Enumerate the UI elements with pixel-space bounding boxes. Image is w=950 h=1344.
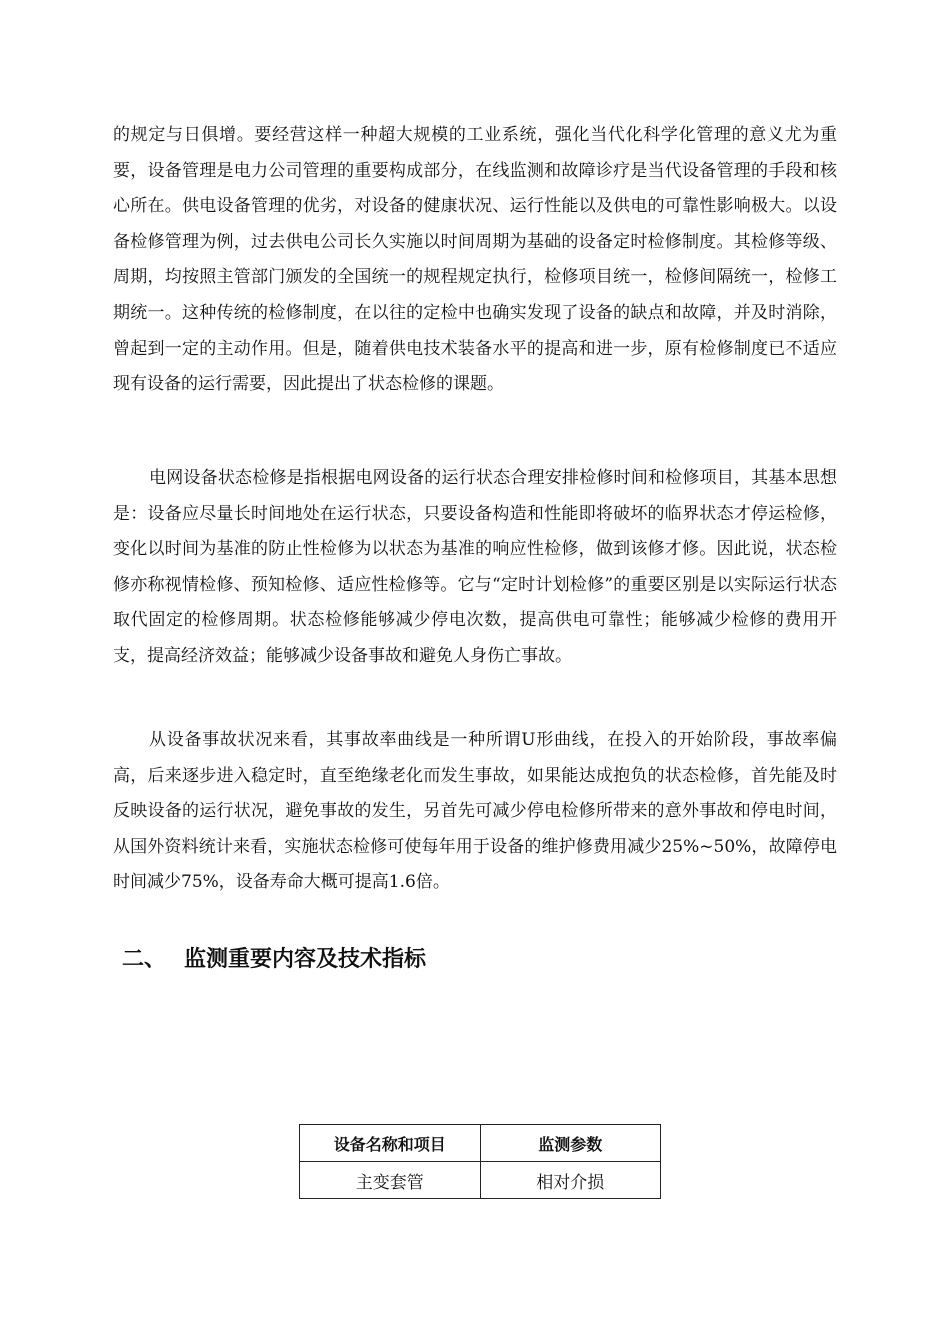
- table-cell-equipment: 主变套管: [300, 1162, 481, 1199]
- table-row: [300, 1162, 661, 1199]
- section-number: 二、: [122, 947, 167, 972]
- table-header-equipment: 设备名称和项目: [300, 1125, 481, 1162]
- section-heading: [122, 940, 426, 980]
- table-header-parameter: 监测参数: [480, 1125, 661, 1162]
- paragraph-3: 从设备事故状况来看，其事故率曲线是一种所谓U形曲线，在投入的开始阶段，事故率偏高，后来逐步进入稳定时，直至绝缘老化而发生事故，如果能达成抱负的状态检修，首先能及时反映设备的运行状况，避免事故的发生，另首先可减少停电检修所带来的意外事故和停电时间，从国外资料统计来看，实施状态检修可使每年用于设备的维护修费用减少25%~50%，故障停电时间减少75%，设备寿命大概可提高1.6倍。: [113, 730, 837, 893]
- monitoring-parameters-table: [299, 1124, 661, 1199]
- section-title: 监测重要内容及技术指标: [184, 947, 427, 972]
- table-cell-parameter: 相对介损: [480, 1162, 661, 1199]
- paragraph-1: 的规定与日俱增。要经营这样一种超大规模的工业系统，强化当代化科学化管理的意义尤为重要，设备管理是电力公司管理的重要构成部分，在线监测和故障诊疗是当代设备管理的手段和核心所在。供电设备管理的优劣，对设备的健康状况、运行性能以及供电的可靠性影响极大。以设备检修管理为例，过去供电公司长久实施以时间周期为基础的设备定时检修制度。其检修等级、周期，均按照主管部门颁发的全国统一的规程规定执行，检修项目统一，检修间隔统一，检修工期统一。这种传统的检修制度，在以往的定检中也确实发现了设备的缺点和故障，并及时消除，曾起到一定的主动作用。但是，随着供电技术装备水平的提高和进一步，原有检修制度已不适应现有设备的运行需要，因此提出了状态检修的课题。: [113, 125, 837, 395]
- table-header-row: [300, 1125, 661, 1162]
- paragraph-2: 电网设备状态检修是指根据电网设备的运行状态合理安排检修时间和检修项目，其基本思想是：设备应尽量长时间地处在运行状态，只要设备构造和性能即将破坏的临界状态才停运检修，变化以时间为基准的防止性检修为以状态为基准的响应性检修，做到该修才修。因此说，状态检修亦称视情检修、预知检修、适应性检修等。它与“定时计划检修”的重要区别是以实际运行状态取代固定的检修周期。状态检修能够减少停电次数，提高供电可靠性；能够减少检修的费用开支，提高经济效益；能够减少设备事故和避免人身伤亡事故。: [113, 468, 837, 666]
